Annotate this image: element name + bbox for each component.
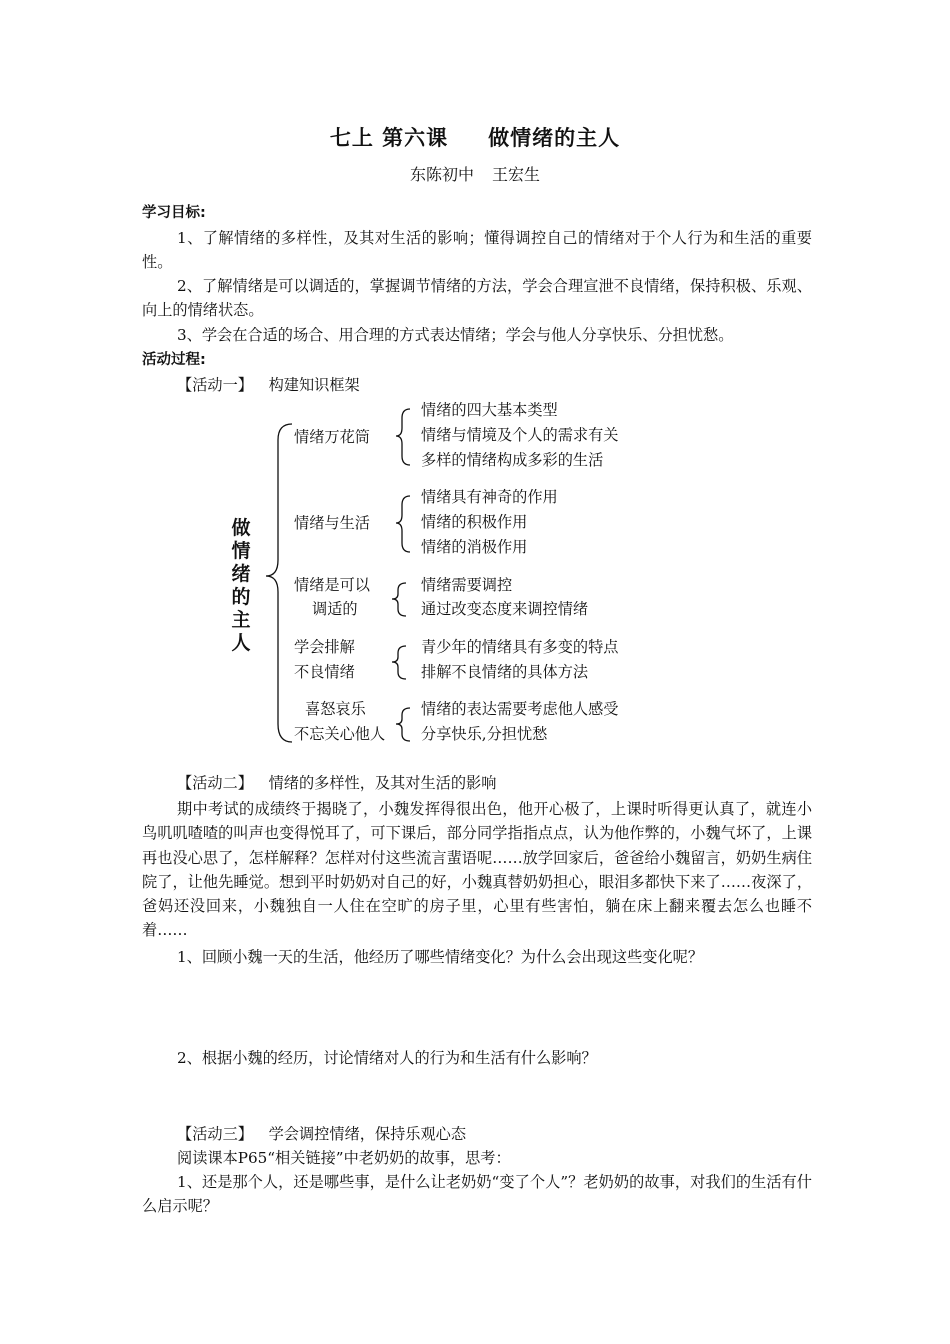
objective-item: 1、了解情绪的多样性，及其对生活的影响；懂得调控自己的情绪对于个人行为和生活的重要性。 [142,229,812,272]
author-school: 东陈初中 [409,165,474,184]
mindmap-item: 情绪的表达需要考虑他人感受 [421,700,619,718]
activity1-heading [177,373,360,397]
mindmap-item: 情绪的消极作用 [421,538,528,556]
mindmap-category: 喜怒哀乐 [305,700,366,718]
mindmap-item: 青少年的情绪具有多变的特点 [421,638,619,656]
mindmap-item: 情绪具有神奇的作用 [421,488,558,506]
title-topic: 做情绪的主人 [488,125,621,150]
activity2-question-2: 2、根据小魏的经历，讨论情绪对人的行为和生活有什么影响？ [177,1049,597,1067]
activity2-heading [177,771,496,795]
mindmap-item: 分享快乐,分担忧愁 [421,725,548,743]
activity3-title: 学会调控情绪，保持乐观心态 [268,1125,467,1143]
activity2-story: 期中考试的成绩终于揭晓了，小魏发挥得很出色，他开心极了，上课时听得更认真了，就连小鸟叽叽喳喳的叫声也变得悦耳了，可下课后，部分同学指指点点，认为他作弊的，小魏气坏了，上课再也没心思了，怎样解释？怎样对付这些流言蜚语呢……放学回家后，爸爸给小魏留言，奶奶生病住院了，让他先睡觉。想到平时奶奶对自己的好，小魏真替奶奶担心，眼泪多都快下来了……夜深了，爸妈还没回来，小魏独自一人住在空旷的房子里，心里有些害怕，躺在床上翻来覆去怎么也睡不着…… [142,800,812,940]
mindmap-item: 情绪需要调控 [421,576,513,594]
process-heading: 活动过程: [142,352,206,368]
page-title [0,122,950,152]
mindmap-item: 情绪与情境及个人的需求有关 [421,426,619,444]
author-name: 王宏生 [492,165,541,184]
activity2-title: 情绪的多样性，及其对生活的影响 [268,774,497,792]
mindmap-root-title: 做 情 绪 的 主 人 [231,517,251,654]
mindmap-item: 多样的情绪构成多彩的生活 [421,451,604,469]
mindmap-category: 调适的 [312,600,358,618]
activity3-intro: 阅读课本P65“相关链接”中老奶奶的故事，思考： [177,1149,511,1167]
author-line [0,162,950,185]
mindmap-item: 通过改变态度来调控情绪 [421,600,589,618]
mindmap-category: 情绪与生活 [294,514,370,532]
brace-icon [396,708,410,741]
mindmap-category: 不忘关心他人 [294,725,386,743]
objectives-heading: 学习目标: [142,205,206,221]
objective-item: 3、学会在合适的场合、用合理的方式表达情绪；学会与他人分享快乐、分担忧愁。 [177,326,734,344]
activity2-label: 【活动二】 [177,774,253,792]
brace-icon [392,583,406,616]
title-lesson: 七上 第六课 [329,125,449,150]
activity1-title: 构建知识框架 [268,376,360,394]
brace-icon [396,409,410,465]
mindmap-category: 情绪是可以 [294,576,370,594]
brace-icon [396,496,410,552]
activity3-heading [177,1122,466,1146]
activity2-question-1: 1、回顾小魏一天的生活，他经历了哪些情绪变化？为什么会出现这些变化呢？ [177,948,704,966]
mindmap-category: 情绪万花筒 [294,428,370,446]
outer-brace-icon [266,424,292,742]
brace-icon [392,646,406,679]
mindmap-item: 情绪的积极作用 [421,513,528,531]
objective-item: 2、了解情绪是可以调适的，掌握调节情绪的方法，学会合理宣泄不良情绪，保持积极、乐观、向上的情绪状态。 [142,277,812,320]
activity1-label: 【活动一】 [177,376,253,394]
activity3-label: 【活动三】 [177,1125,253,1143]
mindmap-item: 情绪的四大基本类型 [421,401,558,419]
activity3-question-1: 1、还是那个人，还是哪些事，是什么让老奶奶“变了个人”？老奶奶的故事，对我们的生活有什么启示呢？ [142,1173,812,1216]
mindmap-category: 不良情绪 [294,663,355,681]
mindmap-category: 学会排解 [294,638,355,656]
mindmap-item: 排解不良情绪的具体方法 [421,663,589,681]
